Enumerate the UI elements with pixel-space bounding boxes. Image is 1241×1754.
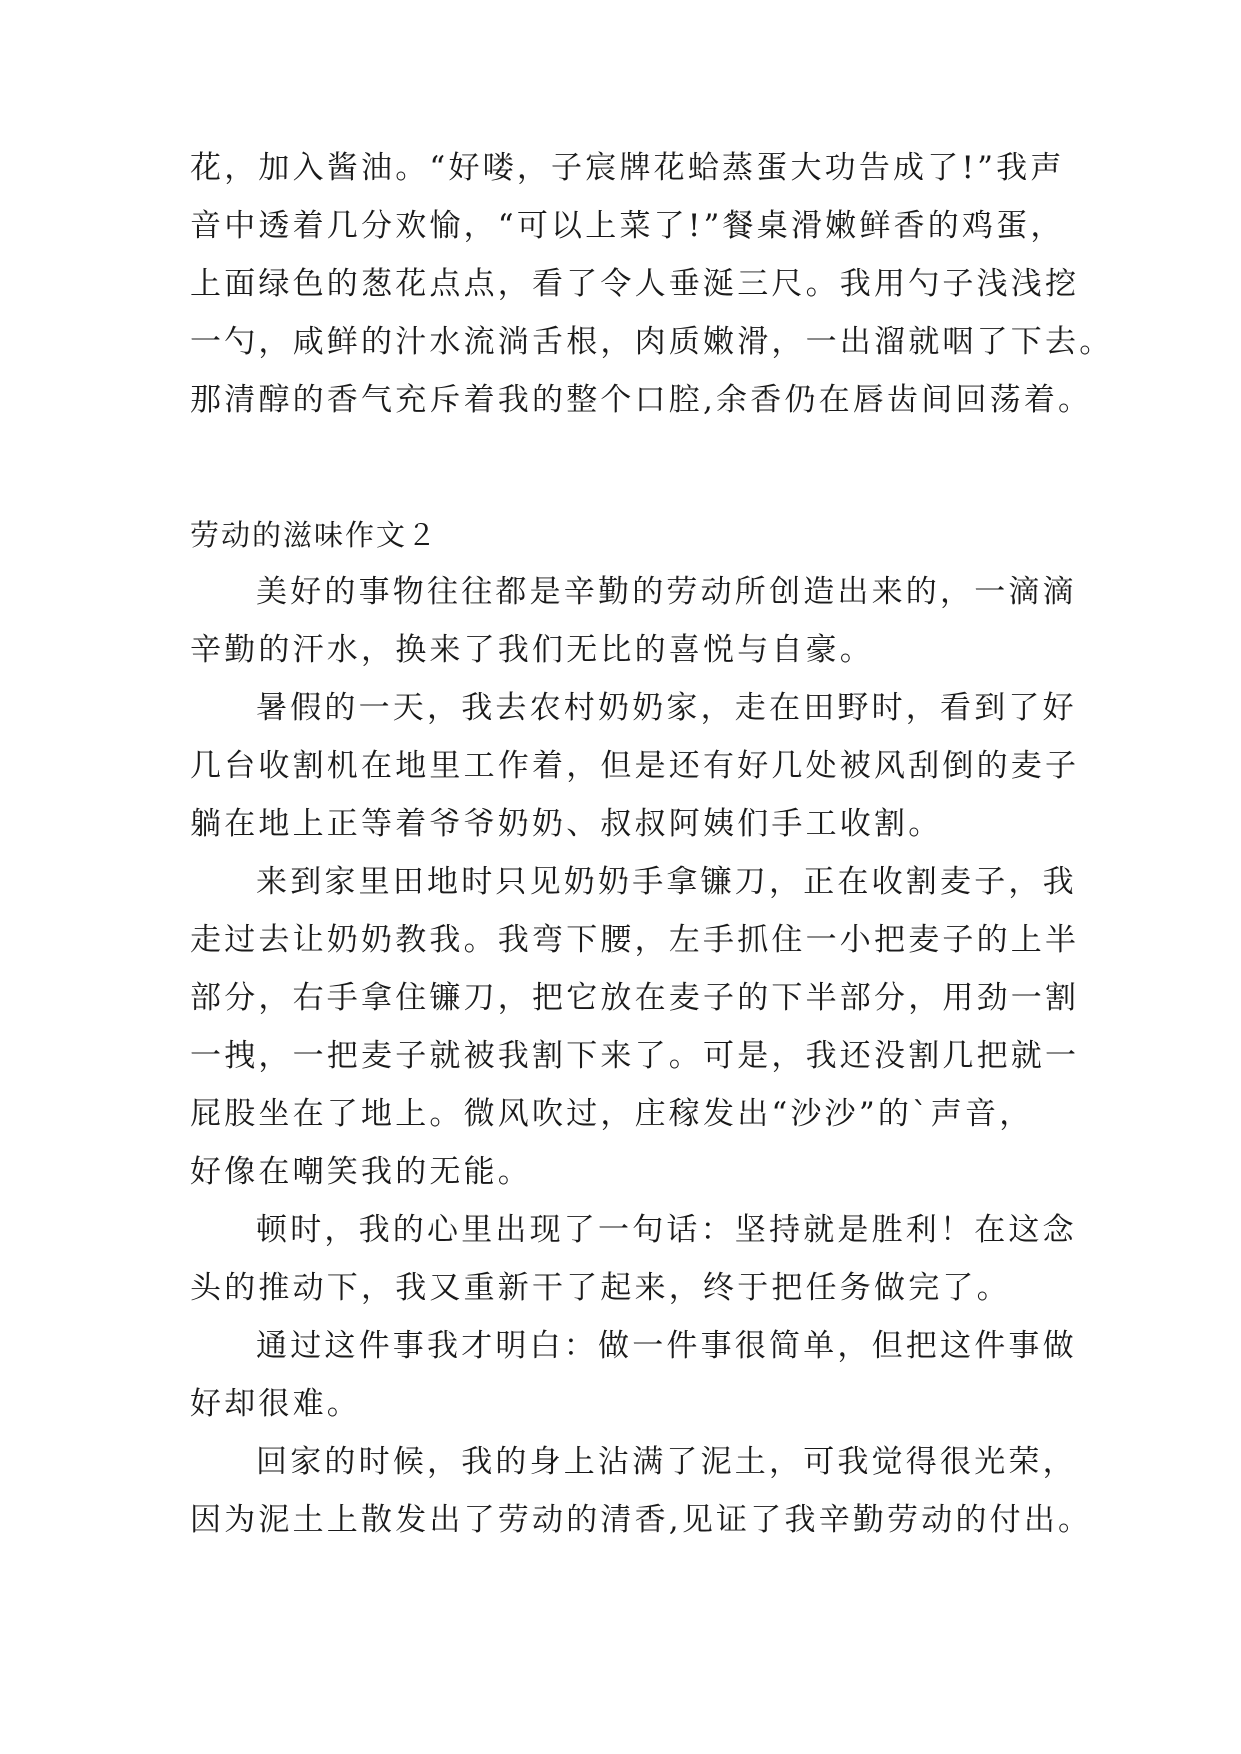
text-line: 因为泥土上散发出了劳动的清香,见证了我辛勤劳动的付出。: [190, 1502, 1093, 1538]
text-line: 部分，右手拿住镰刀，把它放在麦子的下半部分，用劲一割: [190, 980, 1080, 1016]
text-line: 来到家里田地时只见奶奶手拿镰刀，正在收割麦子，我: [256, 864, 1077, 900]
text-line: 音中透着几分欢愉，“可以上菜了!”餐桌滑嫩鲜香的鸡蛋，: [190, 208, 1065, 244]
text-line: 回家的时候，我的身上沾满了泥土，可我觉得很光荣，: [256, 1444, 1077, 1480]
text-line: 花，加入酱油。“好喽，子宸牌花蛤蒸蛋大功告成了!”我声: [190, 150, 1065, 186]
text-line: 头的推动下，我又重新干了起来，终于把任务做完了。: [190, 1270, 1011, 1306]
text-line: 美好的事物往往都是辛勤的劳动所创造出来的，一滴滴: [256, 574, 1077, 610]
text-line: 暑假的一天，我去农村奶奶家，走在田野时，看到了好: [256, 690, 1077, 726]
text-line: 上面绿色的葱花点点，看了令人垂涎三尺。我用勺子浅浅挖: [190, 266, 1080, 302]
text-line: 走过去让奶奶教我。我弯下腰，左手抓住一小把麦子的上半: [190, 922, 1080, 958]
text-line: 一勺，咸鲜的汁水流淌舌根，肉质嫩滑，一出溜就咽了下去。: [190, 324, 1114, 360]
text-line: 几台收割机在地里工作着，但是还有好几处被风刮倒的麦子: [190, 748, 1080, 784]
text-line: 顿时，我的心里出现了一句话：坚持就是胜利！在这念: [256, 1212, 1077, 1248]
text-line: 辛勤的汗水，换来了我们无比的喜悦与自豪。: [190, 632, 874, 668]
section-heading: 劳动的滋味作文２: [190, 518, 439, 552]
text-line: 通过这件事我才明白：做一件事很简单，但把这件事做: [256, 1328, 1077, 1364]
text-line: 一拽，一把麦子就被我割下来了。可是，我还没割几把就一: [190, 1038, 1080, 1074]
text-line: 好像在嘲笑我的无能。: [190, 1154, 532, 1190]
text-line: 躺在地上正等着爷爷奶奶、叔叔阿姨们手工收割。: [190, 806, 943, 842]
text-line: 好却很难。: [190, 1386, 361, 1422]
text-line: 屁股坐在了地上。微风吹过，庄稼发出“沙沙”的`声音，: [190, 1096, 1034, 1132]
text-line: 那清醇的香气充斥着我的整个口腔,余香仍在唇齿间回荡着。: [190, 382, 1093, 418]
